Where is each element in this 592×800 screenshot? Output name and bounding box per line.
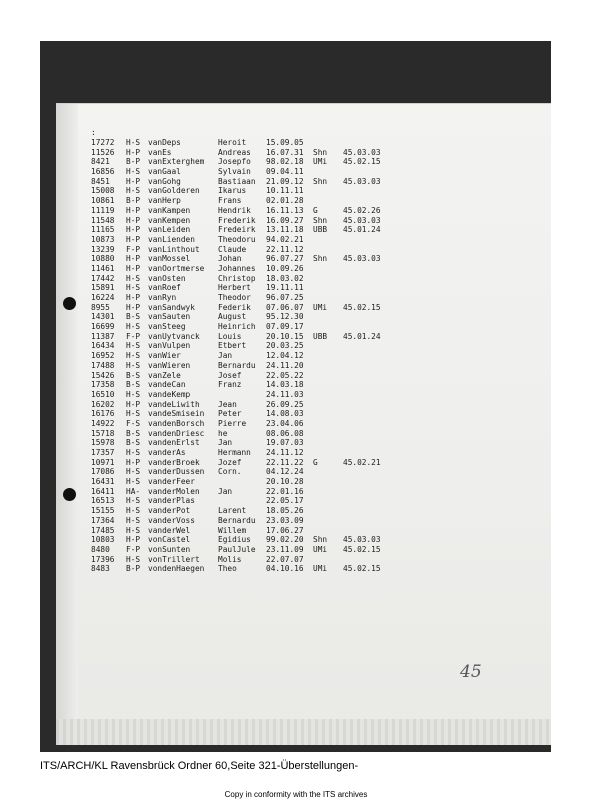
record-no: 11165 bbox=[91, 225, 115, 235]
record-first: Christop bbox=[218, 273, 256, 283]
record-no: 16856 bbox=[91, 167, 115, 177]
record-code: B-P bbox=[126, 157, 141, 167]
record-date: 10.09.26 bbox=[266, 263, 304, 273]
record-first: Frans bbox=[218, 196, 242, 206]
record-name: vandeLiwith bbox=[148, 399, 200, 409]
record-name: vandenDriesc bbox=[148, 428, 205, 438]
record-code: HA- bbox=[126, 486, 141, 496]
record-first: Heinrich bbox=[218, 322, 256, 332]
record-name: vanGohg bbox=[148, 176, 181, 186]
record-no: 15426 bbox=[91, 370, 115, 380]
record-no: 17442 bbox=[91, 273, 115, 283]
record-mark: Shn bbox=[313, 254, 328, 264]
record-no: 16411 bbox=[91, 486, 115, 496]
record-date2: 45.02.26 bbox=[343, 205, 381, 215]
record-code: H-S bbox=[126, 506, 141, 516]
record-first: Jan bbox=[218, 438, 233, 448]
record-first: Jan bbox=[218, 486, 233, 496]
record-mark: UMi bbox=[313, 564, 328, 574]
record-date2: 45.03.03 bbox=[343, 215, 381, 225]
record-name: vonCastel bbox=[148, 535, 191, 545]
record-date2: 45.01.24 bbox=[343, 331, 381, 341]
record-name: vanKempen bbox=[148, 215, 191, 225]
record-first: Frederik bbox=[218, 215, 256, 225]
record-code: H-P bbox=[126, 293, 141, 302]
record-name: vanderWel bbox=[148, 525, 191, 535]
record-mark: G bbox=[313, 457, 318, 467]
record-date: 09.04.11 bbox=[266, 167, 304, 177]
record-date: 15.09.05 bbox=[266, 138, 304, 147]
record-no: 16510 bbox=[91, 389, 115, 399]
record-name: vonSunten bbox=[148, 544, 191, 554]
record-mark: UMi bbox=[313, 544, 328, 554]
record-no: 8480 bbox=[91, 544, 110, 554]
record-code: B-S bbox=[126, 380, 141, 390]
record-date2: 45.03.03 bbox=[343, 176, 381, 186]
record-date: 98.02.18 bbox=[266, 157, 304, 167]
record-name: vanWieren bbox=[148, 360, 191, 370]
record-date: 18.05.26 bbox=[266, 506, 304, 516]
record-first: Franz bbox=[218, 380, 242, 390]
record-code: B-P bbox=[126, 196, 141, 206]
record-code: H-S bbox=[126, 273, 141, 283]
record-no: 11387 bbox=[91, 331, 115, 341]
record-name: vanGaal bbox=[148, 167, 181, 177]
record-date: 96.07.25 bbox=[266, 293, 304, 302]
record-no: 17357 bbox=[91, 448, 115, 457]
record-code: H-P bbox=[126, 263, 141, 273]
record-name: vanderBroek bbox=[148, 457, 200, 467]
record-no: 10880 bbox=[91, 254, 115, 264]
record-name: vanWier bbox=[148, 351, 181, 361]
record-date2: 45.02.15 bbox=[343, 544, 381, 554]
record-first: Peter bbox=[218, 409, 242, 419]
record-date: 95.12.30 bbox=[266, 312, 304, 322]
record-first: Josepfo bbox=[218, 157, 251, 167]
record-first: Jozef bbox=[218, 457, 242, 467]
archive-reference: ITS/ARCH/KL Ravensbrück Ordner 60,Seite 321-Überstellungen- bbox=[40, 760, 359, 772]
record-mark: UMi bbox=[313, 302, 328, 312]
record-no: 17485 bbox=[91, 525, 115, 535]
record-date: 10.11.11 bbox=[266, 186, 304, 196]
record-first: Theodoru bbox=[218, 234, 256, 244]
record-mark: UBB bbox=[313, 331, 328, 341]
record-name: vanExterghem bbox=[148, 157, 205, 167]
record-first: Theodor bbox=[218, 293, 251, 302]
record-code: H-S bbox=[126, 360, 141, 370]
record-date: 02.01.28 bbox=[266, 196, 304, 206]
record-name: vanderPlas bbox=[148, 496, 195, 506]
record-code: F-P bbox=[126, 544, 141, 554]
record-code: H-S bbox=[126, 138, 141, 147]
record-date: 12.04.12 bbox=[266, 351, 304, 361]
record-name: vanderPot bbox=[148, 506, 191, 516]
record-code: H-P bbox=[126, 176, 141, 186]
record-name: vanOsten bbox=[148, 273, 186, 283]
record-name: vanderDussen bbox=[148, 467, 205, 477]
record-date: 20.10.28 bbox=[266, 477, 304, 487]
record-name: vondenHaegen bbox=[148, 564, 205, 574]
record-name: vanMossel bbox=[148, 254, 191, 264]
record-no: 17488 bbox=[91, 360, 115, 370]
punch-hole-bottom bbox=[63, 488, 76, 501]
record-mark: Shn bbox=[313, 535, 328, 545]
record-first: Louis bbox=[218, 331, 242, 341]
record-code: H-S bbox=[126, 186, 141, 196]
record-code: B-S bbox=[126, 312, 141, 322]
record-code: H-P bbox=[126, 254, 141, 264]
record-no: 8451 bbox=[91, 176, 110, 186]
record-code: B-P bbox=[126, 564, 141, 574]
record-code: H-S bbox=[126, 448, 141, 457]
record-code: H-S bbox=[126, 283, 141, 293]
record-date2: 45.02.15 bbox=[343, 157, 381, 167]
record-no: 8483 bbox=[91, 564, 110, 574]
record-date: 07.06.07 bbox=[266, 302, 304, 312]
record-date: 24.11.12 bbox=[266, 448, 304, 457]
record-code: B-S bbox=[126, 428, 141, 438]
record-code: H-S bbox=[126, 525, 141, 535]
scan-artifact-strip bbox=[56, 719, 551, 745]
archive-note: Copy in conformity with the ITS archives bbox=[224, 790, 368, 799]
record-first: Bernardu bbox=[218, 360, 256, 370]
record-name: vanLeiden bbox=[148, 225, 191, 235]
record-first: Ikarus bbox=[218, 186, 247, 196]
record-date2: 45.03.03 bbox=[343, 254, 381, 264]
record-first: he bbox=[218, 428, 228, 438]
record-no: 16224 bbox=[91, 293, 115, 302]
record-name: vanSteeg bbox=[148, 322, 186, 332]
record-first: Molis bbox=[218, 554, 242, 564]
record-date: 94.02.21 bbox=[266, 234, 304, 244]
record-first: Herbert bbox=[218, 283, 251, 293]
record-date2: 45.02.21 bbox=[343, 457, 381, 467]
record-first: Hermann bbox=[218, 448, 251, 457]
record-first: Theo bbox=[218, 564, 237, 574]
record-no: 11526 bbox=[91, 147, 115, 157]
record-name: vanderMolen bbox=[148, 486, 200, 496]
record-code: F-S bbox=[126, 418, 141, 428]
record-first: Pierre bbox=[218, 418, 247, 428]
record-date: 22.11.12 bbox=[266, 244, 304, 254]
record-date: 19.11.11 bbox=[266, 283, 304, 293]
record-date: 20.03.25 bbox=[266, 341, 304, 351]
record-name: vanLienden bbox=[148, 234, 195, 244]
record-no: 16513 bbox=[91, 496, 115, 506]
record-no: 17364 bbox=[91, 515, 115, 525]
record-code: H-S bbox=[126, 554, 141, 564]
record-no: 14922 bbox=[91, 418, 115, 428]
record-date: 23.04.06 bbox=[266, 418, 304, 428]
record-date: 20.10.15 bbox=[266, 331, 304, 341]
record-first: Willem bbox=[218, 525, 247, 535]
record-date: 23.03.09 bbox=[266, 515, 304, 525]
record-code: H-P bbox=[126, 205, 141, 215]
record-no: 16952 bbox=[91, 351, 115, 361]
record-no: 14301 bbox=[91, 312, 115, 322]
record-name: vandeKemp bbox=[148, 389, 191, 399]
record-code: H-S bbox=[126, 515, 141, 525]
record-no: 15718 bbox=[91, 428, 115, 438]
record-code: H-P bbox=[126, 225, 141, 235]
record-first: Hendrik bbox=[218, 205, 251, 215]
record-first: PaulJule bbox=[218, 544, 256, 554]
record-first: August bbox=[218, 312, 247, 322]
page-shadow bbox=[56, 103, 78, 745]
record-date2: 45.03.03 bbox=[343, 147, 381, 157]
record-code: H-S bbox=[126, 389, 141, 399]
record-name: vandenBorsch bbox=[148, 418, 205, 428]
record-code: F-P bbox=[126, 331, 141, 341]
record-no: 8955 bbox=[91, 302, 110, 312]
record-first: Egidius bbox=[218, 535, 251, 545]
record-code: H-P bbox=[126, 215, 141, 225]
record-date2: 45.02.15 bbox=[343, 302, 381, 312]
record-no: 16434 bbox=[91, 341, 115, 351]
record-first: Claude bbox=[218, 244, 247, 254]
record-no: 16699 bbox=[91, 322, 115, 332]
record-date: 24.11.20 bbox=[266, 360, 304, 370]
record-mark: Shn bbox=[313, 147, 328, 157]
record-code: H-S bbox=[126, 477, 141, 487]
record-no: 15891 bbox=[91, 283, 115, 293]
record-no: 11461 bbox=[91, 263, 115, 273]
record-date: 26.09.25 bbox=[266, 399, 304, 409]
header-mark: : bbox=[91, 128, 96, 137]
record-code: H-S bbox=[126, 322, 141, 332]
record-no: 17358 bbox=[91, 380, 115, 390]
record-first: Sylvain bbox=[218, 167, 251, 177]
record-date: 22.01.16 bbox=[266, 486, 304, 496]
record-name: vanLinthout bbox=[148, 244, 200, 254]
record-no: 15155 bbox=[91, 506, 115, 516]
record-no: 13239 bbox=[91, 244, 115, 254]
record-name: vanUytvanck bbox=[148, 331, 200, 341]
record-mark: Shn bbox=[313, 215, 328, 225]
record-name: vanHerp bbox=[148, 196, 181, 206]
record-no: 16176 bbox=[91, 409, 115, 419]
record-date: 07.09.17 bbox=[266, 322, 304, 332]
record-first: Larent bbox=[218, 506, 247, 516]
record-date: 14.03.18 bbox=[266, 380, 304, 390]
record-first: Fredeirk bbox=[218, 225, 256, 235]
page-edge bbox=[56, 103, 551, 104]
record-no: 17086 bbox=[91, 467, 115, 477]
record-name: vanZele bbox=[148, 370, 181, 380]
record-name: vanKampen bbox=[148, 205, 191, 215]
record-first: Johan bbox=[218, 254, 242, 264]
record-code: H-S bbox=[126, 351, 141, 361]
record-no: 17396 bbox=[91, 554, 115, 564]
record-name: vanGolderen bbox=[148, 186, 200, 196]
record-date: 22.05.17 bbox=[266, 496, 304, 506]
record-name: vanSauten bbox=[148, 312, 191, 322]
record-first: Bernardu bbox=[218, 515, 256, 525]
record-no: 16431 bbox=[91, 477, 115, 487]
record-first: Bastiaan bbox=[218, 176, 256, 186]
record-date2: 45.02.15 bbox=[343, 564, 381, 574]
record-date: 04.10.16 bbox=[266, 564, 304, 574]
record-code: H-S bbox=[126, 409, 141, 419]
record-date2: 45.01.24 bbox=[343, 225, 381, 235]
record-name: vanVulpen bbox=[148, 341, 191, 351]
record-first: Josef bbox=[218, 370, 242, 380]
record-code: H-S bbox=[126, 167, 141, 177]
record-no: 11548 bbox=[91, 215, 115, 225]
record-mark: UMi bbox=[313, 157, 328, 167]
record-date: 21.09.12 bbox=[266, 176, 304, 186]
record-date: 22.05.22 bbox=[266, 370, 304, 380]
record-code: H-P bbox=[126, 457, 141, 467]
record-date: 99.02.20 bbox=[266, 535, 304, 545]
record-name: vanRyn bbox=[148, 293, 177, 302]
record-date: 96.07.27 bbox=[266, 254, 304, 264]
record-no: 10861 bbox=[91, 196, 115, 206]
record-first: Corn. bbox=[218, 467, 242, 477]
record-name: vanSandwyk bbox=[148, 302, 195, 312]
record-date: 14.08.03 bbox=[266, 409, 304, 419]
record-date2: 45.03.03 bbox=[343, 535, 381, 545]
record-date: 23.11.09 bbox=[266, 544, 304, 554]
record-name: vandenErlst bbox=[148, 438, 200, 448]
record-mark: UBB bbox=[313, 225, 328, 235]
record-name: vanRoef bbox=[148, 283, 181, 293]
record-name: vanDeps bbox=[148, 138, 181, 147]
record-code: H-P bbox=[126, 147, 141, 157]
record-name: vanderVoss bbox=[148, 515, 195, 525]
record-no: 10803 bbox=[91, 535, 115, 545]
record-code: H-P bbox=[126, 399, 141, 409]
punch-hole-top bbox=[63, 297, 76, 310]
record-no: 17272 bbox=[91, 138, 115, 147]
record-date: 04.12.24 bbox=[266, 467, 304, 477]
record-code: H-S bbox=[126, 341, 141, 351]
record-first: Johannes bbox=[218, 263, 256, 273]
record-mark: Shn bbox=[313, 176, 328, 186]
record-first: Etbert bbox=[218, 341, 247, 351]
record-name: vanOortmerse bbox=[148, 263, 205, 273]
record-code: H-P bbox=[126, 234, 141, 244]
record-first: Jan bbox=[218, 351, 233, 361]
record-date: 22.07.07 bbox=[266, 554, 304, 564]
record-code: H-S bbox=[126, 467, 141, 477]
record-date: 16.09.27 bbox=[266, 215, 304, 225]
record-date: 13.11.18 bbox=[266, 225, 304, 235]
record-name: vanderFeer bbox=[148, 477, 195, 487]
record-name: vandeSmisein bbox=[148, 409, 205, 419]
record-name: vonTrillert bbox=[148, 554, 200, 564]
record-date: 16.07.31 bbox=[266, 147, 304, 157]
record-no: 10873 bbox=[91, 234, 115, 244]
handwritten-page-number: 45 bbox=[460, 662, 482, 682]
record-date: 08.06.08 bbox=[266, 428, 304, 438]
record-code: F-P bbox=[126, 244, 141, 254]
record-name: vandeCan bbox=[148, 380, 186, 390]
record-code: H-P bbox=[126, 535, 141, 545]
record-date: 24.11.03 bbox=[266, 389, 304, 399]
record-mark: G bbox=[313, 205, 318, 215]
record-no: 15008 bbox=[91, 186, 115, 196]
record-code: B-S bbox=[126, 370, 141, 380]
record-first: Jean bbox=[218, 399, 237, 409]
record-code: B-S bbox=[126, 438, 141, 448]
record-date: 16.11.13 bbox=[266, 205, 304, 215]
record-no: 8421 bbox=[91, 157, 110, 167]
record-code: H-P bbox=[126, 302, 141, 312]
record-no: 16202 bbox=[91, 399, 115, 409]
record-name: vanEs bbox=[148, 147, 172, 157]
record-code: H-S bbox=[126, 496, 141, 506]
record-date: 18.03.02 bbox=[266, 273, 304, 283]
record-date: 19.07.03 bbox=[266, 438, 304, 448]
record-no: 11119 bbox=[91, 205, 115, 215]
record-no: 10971 bbox=[91, 457, 115, 467]
record-first: Heroit bbox=[218, 138, 247, 147]
record-date: 17.06.27 bbox=[266, 525, 304, 535]
record-first: Andreas bbox=[218, 147, 251, 157]
record-no: 15978 bbox=[91, 438, 115, 448]
record-name: vanderAs bbox=[148, 448, 186, 457]
record-date: 22.11.22 bbox=[266, 457, 304, 467]
record-first: Federik bbox=[218, 302, 251, 312]
